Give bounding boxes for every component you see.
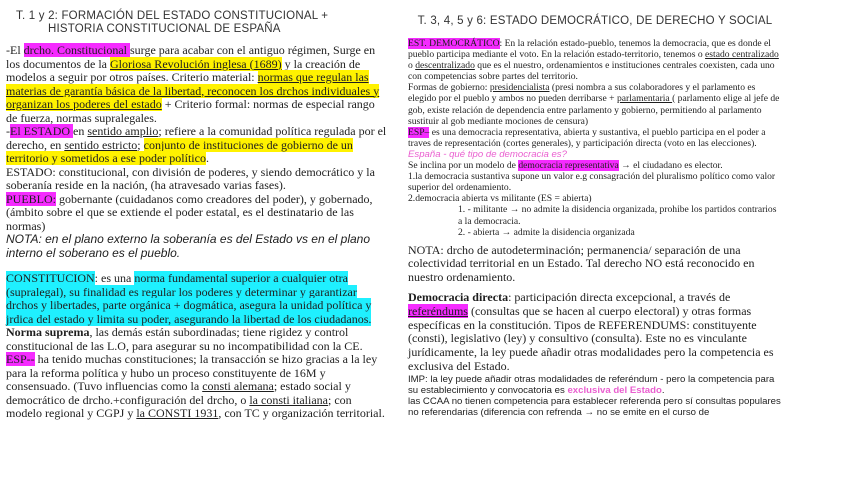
espana-question: España - qué tipo de democracia es? [408,148,567,160]
text: ( parlamento elige al jefe de gob, existe relación de dependencia entre parlamento y gobierno, permitiendo al parlamento sustituir al gob mediante mociones de censura) [408,93,780,127]
drcho-constitucional-paragraph [6,44,388,125]
text: - [6,124,10,138]
underlined-text: parlamentaria [616,93,673,105]
underlined-text: sentido amplio [87,124,159,138]
highlight-magenta: referéndums [408,303,468,318]
imp-paragraph [408,374,782,396]
text: surge para acabar con el antiguo régimen, Surge en los documentos de la [6,43,376,71]
left-title [6,10,388,36]
democracia-directa-paragraph [408,291,782,374]
estado-democratico-paragraph [408,38,782,82]
text: (consultas que se hacen al cuerpo electoral) y otras formas específicas en la constitución. Tipos de REFERENDUMS: constituyente (consti), legislativo (ley) y consultivo (consulta). Este no es vinculante jurídicamente, la ley puede añadir otras modalidades pero la competencia es exclusiva del Estado. [408,303,774,374]
left-title-line2: HISTORIA CONSTITUCIONAL DE ESPAÑA [48,23,281,35]
ccaa-paragraph: las CCAA no tienen competencia para establecer referenda pero sí consultas populares no referendarias (diferencia con refrenda → no se emite en el curso de [408,395,781,418]
norma-suprema-paragraph [6,326,388,353]
text: IMP: la ley puede añadir otras modalidades de referéndum - pero la competencia para su establecimiento y convocatoria es [408,373,775,396]
text: → el ciudadano es elector. [618,160,723,172]
esp-constituciones-paragraph [6,353,388,421]
text: que es el nuestro, ordenamientos e instituciones centrales coexisten, cada uno con competencias sobre partes del territorio. [408,60,775,83]
highlight-yellow: Gloriosa Revolución inglesa (1689) [109,56,282,71]
right-column [408,0,782,418]
highlight-magenta: ESP-- [6,352,35,366]
highlight-magenta: ESP– [408,126,430,138]
democracia-sustantiva: 1.la democracia sustantiva supone un valor e.g consagración del pluralismo político como valor superior del ordenamiento. [408,171,776,194]
text: ha tenido muchas constituciones; la transacción se hizo gracias a la ley para la reforma política y hubo un proceso constituyente de 16M y consensuado. (Tuvo influencias como la [6,352,378,393]
text: (presi nombra a sus colaboradores y el parlamento es elegido por el pueblo y ambos no pueden derribarse + [408,82,756,105]
text: + Criterio formal: normas de especial rango de fuerza, normas supralegales. [6,97,375,125]
list-item: 1. - militante → no admite la disidencia organizada, prohibe los partidos contrarios a la democracia. [458,204,777,227]
nota-autodeterminacion: NOTA: drcho de autodeterminación; permanencia/ separación de una colectividad territorial en un Estado. Tal derecho NO está reconocido en nuestro ordenamiento. [408,242,755,285]
estado-paragraph [6,125,388,166]
underlined-text: sentido estricto [64,137,138,152]
text: o [408,60,416,72]
underlined-text: la consti italiana [249,392,328,407]
text: y la creación de modelos a seguir por otros países. Criterio material: [6,56,361,84]
underlined-text: estado centralizado [705,49,779,61]
text: . [205,151,209,165]
formas-gobierno-paragraph [408,82,782,126]
highlight-cyan: CONSTITUCION [6,271,95,285]
highlight-yellow: normas que regulan las materias de garantía básica de la libertad, reconocen los drchos individuales y organizan los poderes del estado [6,70,380,111]
underlined-text: presidencialista [489,82,550,94]
text: gobernante (cuidadanos como creadores del poder), y gobernado, (ámbito sobre el que se extiende el poder estatal, es el destinatario de las normas) [6,191,373,233]
democracia-abierta: 2.democracia abierta vs militante (ES = abierta) [408,193,592,205]
highlight-yellow: conjunto de instituciones de gobierno de un territorio y sometidos a ese poder político [6,137,353,165]
text: Formas de gobierno: [408,82,490,94]
bold-text: Democracia directa [408,290,509,305]
pueblo-paragraph [6,193,388,234]
estado-constitucional-paragraph: ESTADO: constitucional, con división de poderes, y siendo democrático y la soberanía reside en la nación, (ha atravesado varias fases). [6,164,375,192]
highlight-magenta: El ESTADO [10,124,74,138]
right-title: T. 3, 4, 5 y 6: ESTADO DEMOCRÁTICO, DE DERECHO Y SOCIAL [417,15,773,27]
text: : es una [94,271,135,285]
pink-bold-text: exclusiva del Estado [567,384,662,396]
text: ; refiere a la comunidad política regulada por el derecho, en [6,124,387,152]
nota-soberania: NOTA: en el plano externo la soberanía es del Estado vs en el plano interno el soberano es el pueblo. [6,232,371,260]
underlined-text: la CONSTI 1931 [136,406,219,420]
highlight-magenta: drcho. Constitucional [23,43,130,57]
highlight-magenta: PUEBLO: [6,191,57,206]
esp-democracia-paragraph [408,127,782,149]
modelo-paragraph [408,160,782,171]
left-column [6,0,388,421]
text: , con TC y organización territorial. [218,406,385,420]
text: ; [137,137,144,152]
text: : participación directa excepcional, a través de [508,290,731,305]
text: Se inclina por un modelo de [408,160,519,172]
text: , las demás están subordinadas; tiene rigidez y control constitucional de las L.O, para asegurar su no incompatibilidad con la CE. [6,325,363,353]
constitucion-paragraph [6,272,388,326]
highlight-magenta: democracia representativa [518,160,619,172]
text: -El [6,43,24,57]
text: es una democracia representativa, abierta y sustantiva, el pueblo participa en el poder a traves de representación (cortes generales), y participación directa (voto en las elecciones). [408,126,766,149]
text: . [661,384,665,396]
text: en [73,124,88,138]
highlight-magenta: EST. DEMOCRÁTICO [408,38,500,49]
left-title-line1: T. 1 y 2: FORMACIÓN DEL ESTADO CONSTITUCIONAL + [16,10,329,22]
text: ; estado social y democrático de drcho.+configuración del drcho, o [6,379,351,407]
underlined-text: descentralizado [415,60,475,72]
text: ; con modelo regional y CGPJ y [6,392,352,420]
list-item: 2. - abierta → admite la disidencia organizada [458,226,635,238]
underlined-text: consti alemana [202,379,274,393]
bold-text: Norma suprema [6,325,90,339]
highlight-cyan: norma fundamental superior a cualquier otra (supralegal), su finalidad es regular los poderes y determinar y garantizar drchos y libertades, parte orgánica + dogmática, asegura la unidad política y jrdica del estado y limita su poder, asegurando la libertad de los ciudadanos. [6,271,372,326]
text: : En la relación estado-pueblo, tenemos la democracia, que es donde el pueblo participa mediante el voto. En la relación estado-territorio, tenemos o [408,38,771,61]
